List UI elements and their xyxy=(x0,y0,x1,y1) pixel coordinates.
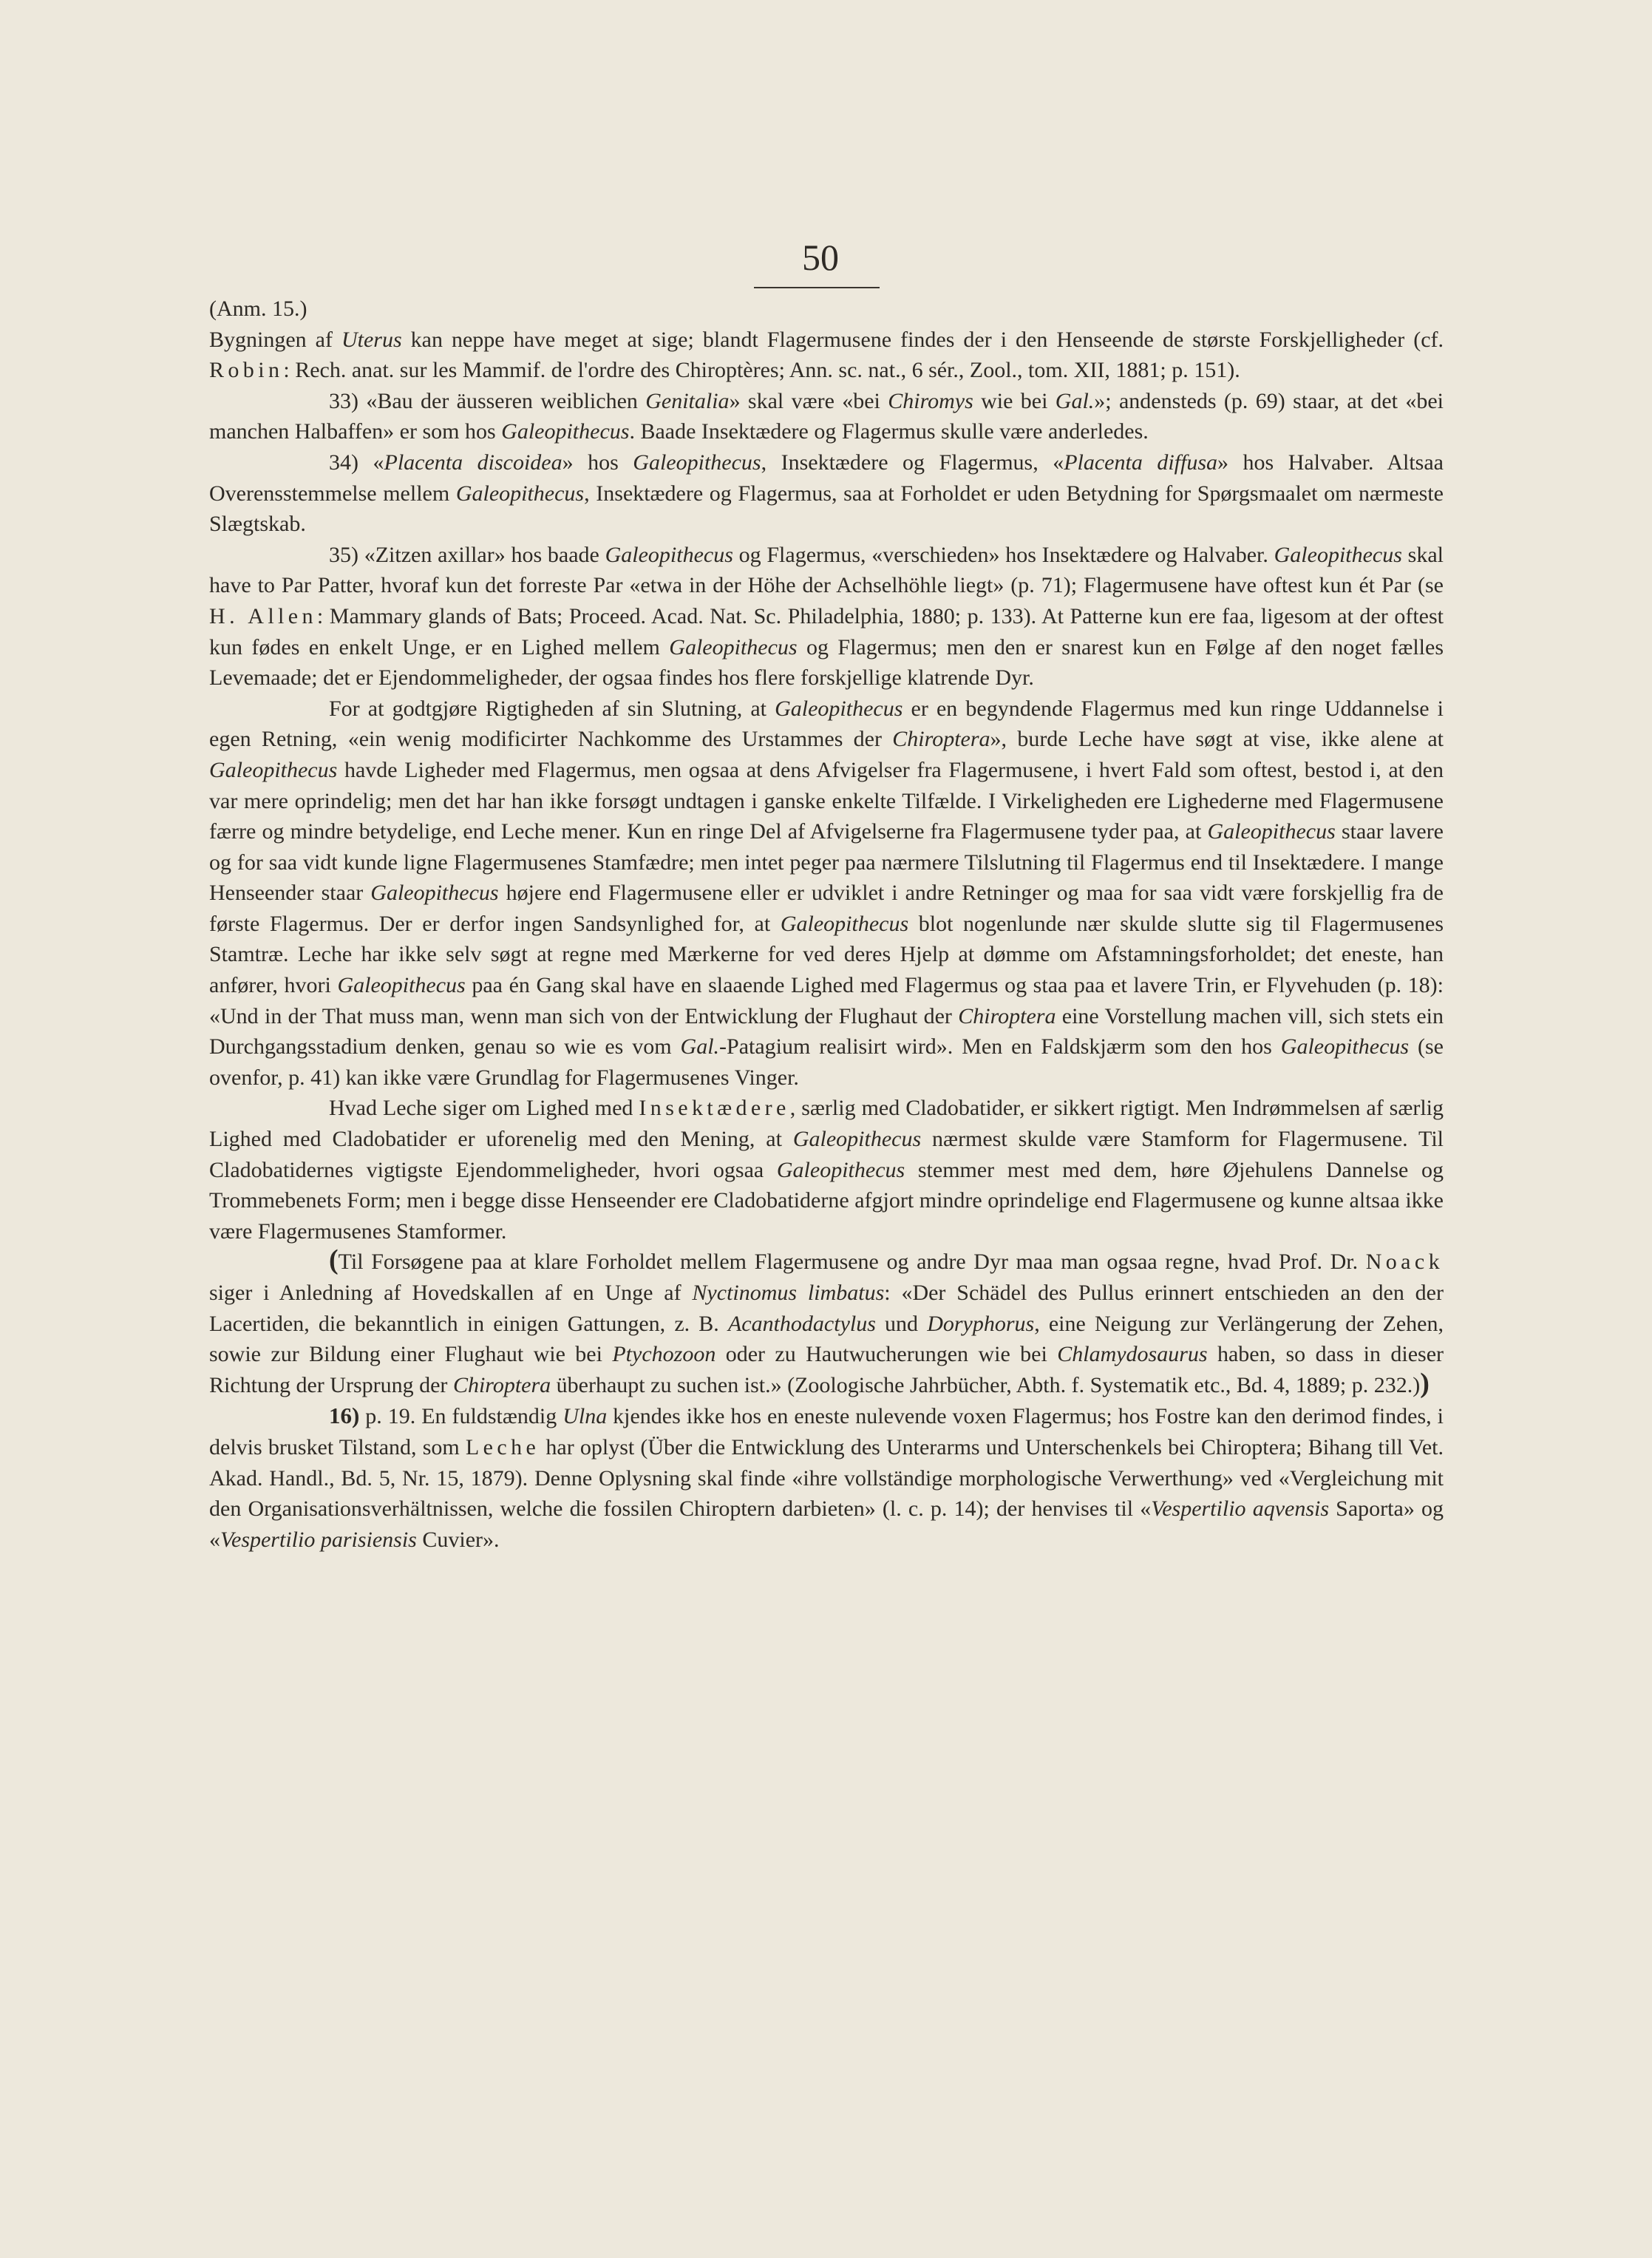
main-text xyxy=(209,294,1444,1555)
page-number: 50 xyxy=(802,237,839,278)
note-heading: (Anm. 15.) xyxy=(209,296,307,321)
open-bracket: ( xyxy=(329,1244,339,1276)
paragraph-33: 33) «Bau der äusseren weiblichen Genitalia» skal være «bei Chiromys wie bei Gal.»; andensteds (p. 69) staar, at det «bei manchen Halbaffen» er som hos Galeopithecus. Baade Insektædere og Flagermus skulle være anderledes. xyxy=(209,388,1444,444)
page-number-rule xyxy=(754,287,880,288)
paragraph-16: 16) p. 19. En fuldstændig Ulna kjendes ikke hos en eneste nulevende voxen Flagermus; hos Fostre kan den derimod findes, i delvis brusket Tilstand, som Leche har oplyst (Über die Entwicklung des Unterarms und Unterschenkels bei Chiroptera; Bihang till Vet. Akad. Handl., Bd. 5, Nr. 15, 1879). Denne Oplysning skal finde «ihre vollständige morphologische Verwerthung» ved «Vergleichung mit den Organisationsverhältnissen, welche die fossilen Chiroptern darbieten» (l. c. p. 14); der henvises til «Vespertilio aqvensis Saporta» og «Vespertilio parisiensis Cuvier». xyxy=(209,1403,1444,1552)
paragraph-35: 35) «Zitzen axillar» hos baade Galeopithecus og Flagermus, «verschieden» hos Insektædere og Halvaber. Galeopithecus skal have to Par Patter, hvoraf kun det forreste Par «etwa in der Höhe der Achselhöhle liegt» (p. 71); Flagermusene have oftest kun ét Par (se H. Allen: Mammary glands of Bats; Proceed. Acad. Nat. Sc. Philadelphia, 1880; p. 133). At Patterne kun ere faa, ligesom at der oftest kun fødes en enkelt Unge, er en Lighed mellem Galeopithecus og Flagermus; men den er snarest kun en Følge af den noget fælles Levemaade; det er Ejendommeligheder, der ogsaa findes hos flere forskjellige klatrende Dyr. xyxy=(209,542,1444,691)
paragraph-for-at-godtgjore: For at godtgjøre Rigtigheden af sin Slutning, at Galeopithecus er en begyndende Flagermus med kun ringe Uddannelse i egen Retning, «ein wenig modificirter Nachkomme des Urstammes der Chiroptera», burde Leche have søgt at vise, ikke alene at Galeopithecus havde Ligheder med Flagermus, men ogsaa at dens Afvigelser fra Flagermusene, i hvert Fald som oftest, bestod i, at den var mere oprindelig; men det har han ikke forsøgt undtagen i ganske enkelte Tilfælde. I Virkeligheden ere Lighederne med Flagermusene færre og mindre betydelige, end Leche mener. Kun en ringe Del af Afvigelserne fra Flagermusene tyder paa, at Galeopithecus staar lavere og for saa vidt kunde ligne Flagermusenes Stamfædre; men intet peger paa nærmere Tilslutning til Flagermus end til Insektædere. I mange Henseender staar Galeopithecus højere end Flagermusene eller er udviklet i andre Retninger og maa for saa vidt være forskjellig fra de første Flagermus. Der er derfor ingen Sandsynlighed for, at Galeopithecus blot nogenlunde nær skulde slutte sig til Flagermusenes Stamtræ. Leche har ikke selv søgt at regne med Mærkerne for ved deres Hjelp at dømme om Afstamningsforholdet; det eneste, han anfører, hvori Galeopithecus paa én Gang skal have en slaaende Lighed med Flagermus og staa paa et lavere Trin, er Flyvehuden (p. 18): «Und in der That muss man, wenn man sich von der Entwicklung der Flughaut der Chiroptera eine Vorstellung machen vill, sich stets ein Durchgangsstadium denken, genau so wie es vom Gal.-Patagium realisirt wird». Men en Faldskjærm som den hos Galeopithecus (se ovenfor, p. 41) kan ikke være Grundlag for Flagermusenes Vinger. xyxy=(209,696,1444,1090)
note-number-16: 16) xyxy=(329,1403,360,1429)
paragraph-til-forsogene: (Til Forsøgene paa at klare Forholdet mellem Flagermusene og andre Dyr maa man ogsaa regne, hvad Prof. Dr. Noack siger i Anledning af Hovedskallen af en Unge af Nyctinomus limbatus: «Der Schädel des Pullus erinnert entschieden an den der Lacertiden, die bekanntlich in einigen Gattungen, z. B. Acanthodactylus und Doryphorus, eine Neigung zur Verlängerung der Zehen, sowie zur Bildung einer Flughaut wie bei Ptychozoon oder zu Hautwucherungen wie bei Chlamydosaurus haben, so dass in dieser Richtung der Ursprung der Chiroptera überhaupt zu suchen ist.» (Zoologische Jahrbücher, Abth. f. Systematik etc., Bd. 4, 1889; p. 232.)) xyxy=(209,1244,1444,1399)
paragraph-34: 34) «Placenta discoidea» hos Galeopithecus, Insektædere og Flagermus, «Placenta diffusa» hos Halvaber. Altsaa Overensstemmelse mellem Galeopithecus, Insektædere og Flagermus, saa at Forholdet er uden Betydning for Spørgsmaalet om nærmeste Slægtskab. xyxy=(209,450,1444,537)
close-bracket: ) xyxy=(1420,1367,1430,1399)
paragraph-hvad-leche: Hvad Leche siger om Lighed med Insektædere, særlig med Cladobatider, er sikkert rigtigt. Men Indrømmelsen af særlig Lighed med Cladobatider er uforenelig med den Mening, at Galeopithecus nærmest skulde være Stamform for Flagermusene. Til Cladobatidernes vigtigste Ejendommeligheder, hvori ogsaa Galeopithecus stemmer mest med dem, høre Øjehulens Dannelse og Trommebenets Form; men i begge disse Henseender ere Cladobatiderne afgjort mindre oprindelige end Flagermusene og kunne altsaa ikke være Flagermusenes Stamformer. xyxy=(209,1096,1444,1244)
paragraph-uterus: Bygningen af Uterus kan neppe have meget at sige; blandt Flagermusene findes der i den Henseende de største Forskjelligheder (cf. Robin: Rech. anat. sur les Mammif. de l'ordre des Chiroptères; Ann. sc. nat., 6 sér., Zool., tom. XII, 1881; p. 151). xyxy=(209,327,1444,383)
